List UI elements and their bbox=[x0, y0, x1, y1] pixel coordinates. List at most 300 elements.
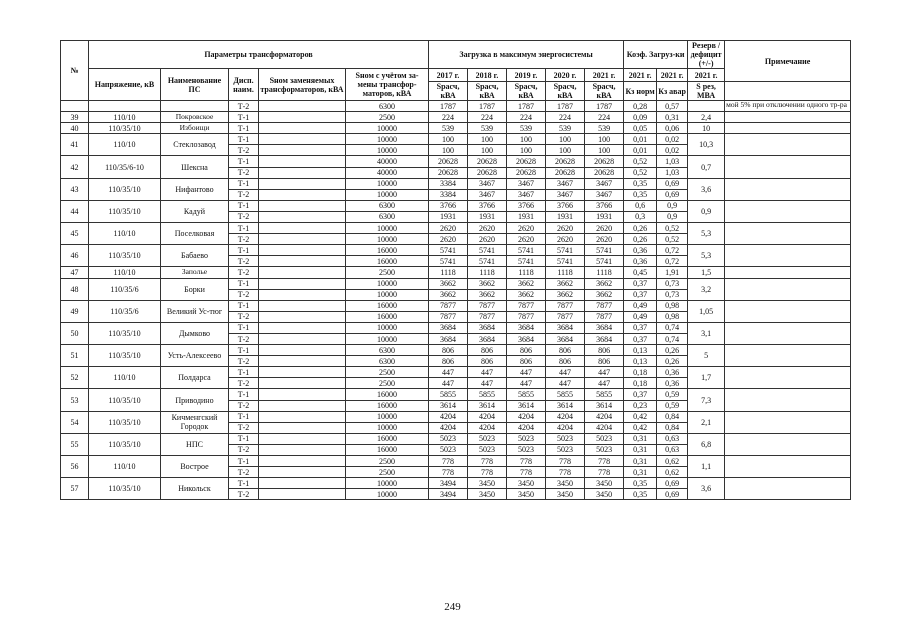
snom-replaced-cell bbox=[259, 444, 346, 455]
load-cell: 7877 bbox=[468, 300, 507, 311]
kz-avar-cell: 0,72 bbox=[657, 245, 688, 256]
load-cell: 3614 bbox=[585, 400, 624, 411]
load-cell: 2620 bbox=[429, 234, 468, 245]
load-cell: 3614 bbox=[546, 400, 585, 411]
load-cell: 4204 bbox=[468, 422, 507, 433]
snom-replaced-cell bbox=[259, 311, 346, 322]
snom-replaced-cell bbox=[259, 289, 346, 300]
reserve-cell: 3,6 bbox=[688, 478, 725, 500]
kz-avar-cell: 0,69 bbox=[657, 478, 688, 489]
header-voltage: Напряжение, кВ bbox=[89, 69, 161, 101]
load-cell: 5023 bbox=[507, 444, 546, 455]
load-cell: 20628 bbox=[429, 167, 468, 178]
substation-name: Кичменгский Городок bbox=[161, 411, 229, 433]
table-row bbox=[61, 389, 851, 400]
load-cell: 4204 bbox=[507, 422, 546, 433]
snom-replaced-cell bbox=[259, 145, 346, 156]
load-cell: 539 bbox=[429, 123, 468, 134]
disp-name: Т-2 bbox=[229, 256, 259, 267]
voltage-cell: 110/35/10 bbox=[89, 178, 161, 200]
kz-norm-cell: 0,37 bbox=[624, 322, 657, 333]
load-cell: 3684 bbox=[429, 322, 468, 333]
kz-norm-cell: 0,42 bbox=[624, 411, 657, 422]
header-year-2021: 2021 г. bbox=[585, 69, 624, 82]
load-cell: 3614 bbox=[468, 400, 507, 411]
kz-avar-cell: 0,73 bbox=[657, 289, 688, 300]
voltage-cell: 110/35/10 bbox=[89, 478, 161, 500]
snom-replaced-cell bbox=[259, 189, 346, 200]
substation-name: Бабаево bbox=[161, 245, 229, 267]
load-cell: 539 bbox=[468, 123, 507, 134]
kz-norm-cell: 0,05 bbox=[624, 123, 657, 134]
disp-name: Т-1 bbox=[229, 389, 259, 400]
kz-norm-cell: 0,49 bbox=[624, 300, 657, 311]
table-row bbox=[61, 156, 851, 167]
snom-replaced-cell bbox=[259, 234, 346, 245]
load-cell: 3662 bbox=[507, 278, 546, 289]
note-cell bbox=[725, 278, 851, 300]
load-cell: 3662 bbox=[468, 278, 507, 289]
disp-name: Т-2 bbox=[229, 489, 259, 500]
snom-cell: 2500 bbox=[346, 378, 429, 389]
kz-norm-cell: 0,35 bbox=[624, 189, 657, 200]
load-cell: 806 bbox=[468, 356, 507, 367]
load-cell: 3684 bbox=[429, 333, 468, 344]
snom-replaced-cell bbox=[259, 433, 346, 444]
snom-cell: 10000 bbox=[346, 234, 429, 245]
load-cell: 224 bbox=[507, 112, 546, 123]
load-cell: 7877 bbox=[507, 300, 546, 311]
reserve-cell: 0,9 bbox=[688, 200, 725, 222]
table-row bbox=[61, 178, 851, 189]
load-cell: 539 bbox=[507, 123, 546, 134]
disp-name: Т-1 bbox=[229, 112, 259, 123]
load-cell: 3662 bbox=[429, 289, 468, 300]
load-cell: 3467 bbox=[507, 178, 546, 189]
reserve-cell: 7,3 bbox=[688, 389, 725, 411]
voltage-cell: 110/10 bbox=[89, 112, 161, 123]
snom-cell: 2500 bbox=[346, 112, 429, 123]
table-row bbox=[61, 456, 851, 467]
snom-replaced-cell bbox=[259, 333, 346, 344]
header-s-calc: Sрасч, кВА bbox=[507, 82, 546, 101]
load-cell: 5023 bbox=[429, 444, 468, 455]
load-cell: 224 bbox=[468, 112, 507, 123]
load-cell: 7877 bbox=[546, 300, 585, 311]
load-cell: 1118 bbox=[507, 267, 546, 278]
disp-name: Т-1 bbox=[229, 223, 259, 234]
substation-name: Поселковая bbox=[161, 223, 229, 245]
note-cell bbox=[725, 178, 851, 200]
kz-norm-cell: 0,31 bbox=[624, 444, 657, 455]
table-row bbox=[61, 278, 851, 289]
load-cell: 224 bbox=[585, 112, 624, 123]
voltage-cell: 110/35/10 bbox=[89, 433, 161, 455]
kz-avar-cell: 0,31 bbox=[657, 112, 688, 123]
header-note-blank bbox=[725, 82, 851, 101]
snom-cell: 2500 bbox=[346, 456, 429, 467]
load-cell: 20628 bbox=[585, 156, 624, 167]
snom-cell: 10000 bbox=[346, 278, 429, 289]
disp-name: Т-2 bbox=[229, 211, 259, 222]
load-cell: 806 bbox=[585, 356, 624, 367]
load-cell: 5855 bbox=[585, 389, 624, 400]
kz-norm-cell: 0,01 bbox=[624, 145, 657, 156]
load-cell: 1931 bbox=[468, 211, 507, 222]
reserve-cell bbox=[688, 101, 725, 112]
substation-name: Шексна bbox=[161, 156, 229, 178]
load-cell: 1787 bbox=[546, 101, 585, 112]
header-reserve-year: 2021 г. bbox=[688, 69, 725, 82]
snom-cell: 10000 bbox=[346, 289, 429, 300]
header-reserve: Резерв /дефицит (+/-) bbox=[688, 41, 725, 69]
disp-name: Т-1 bbox=[229, 367, 259, 378]
load-cell: 447 bbox=[507, 367, 546, 378]
header-s-calc: Sрасч, кВА bbox=[546, 82, 585, 101]
load-cell: 447 bbox=[468, 378, 507, 389]
note-cell bbox=[725, 345, 851, 367]
load-cell: 5023 bbox=[468, 433, 507, 444]
reserve-cell: 1,7 bbox=[688, 367, 725, 389]
kz-avar-cell: 0,84 bbox=[657, 422, 688, 433]
header-s-res: S рез, МВА bbox=[688, 82, 725, 101]
load-cell: 3384 bbox=[429, 189, 468, 200]
load-cell: 1931 bbox=[585, 211, 624, 222]
snom-cell: 16000 bbox=[346, 389, 429, 400]
load-cell: 3684 bbox=[546, 333, 585, 344]
snom-cell: 16000 bbox=[346, 311, 429, 322]
snom-cell: 6300 bbox=[346, 200, 429, 211]
load-cell: 5023 bbox=[507, 433, 546, 444]
reserve-cell: 10 bbox=[688, 123, 725, 134]
load-cell: 806 bbox=[429, 356, 468, 367]
kz-norm-cell: 0,13 bbox=[624, 356, 657, 367]
load-cell: 778 bbox=[585, 456, 624, 467]
load-cell: 3450 bbox=[507, 478, 546, 489]
note-cell bbox=[725, 478, 851, 500]
transformer-table bbox=[60, 40, 851, 500]
load-cell: 1787 bbox=[468, 101, 507, 112]
reserve-cell: 2,1 bbox=[688, 411, 725, 433]
voltage-cell: 110/10 bbox=[89, 223, 161, 245]
note-cell bbox=[725, 134, 851, 156]
load-cell: 3662 bbox=[507, 289, 546, 300]
reserve-cell: 5,3 bbox=[688, 223, 725, 245]
note-cell bbox=[725, 200, 851, 222]
disp-name: Т-1 bbox=[229, 411, 259, 422]
snom-cell: 6300 bbox=[346, 101, 429, 112]
load-cell: 100 bbox=[585, 145, 624, 156]
row-number: 49 bbox=[61, 300, 89, 322]
snom-cell: 10000 bbox=[346, 123, 429, 134]
note-cell bbox=[725, 300, 851, 322]
snom-cell: 10000 bbox=[346, 333, 429, 344]
note-cell bbox=[725, 112, 851, 123]
reserve-cell: 1,5 bbox=[688, 267, 725, 278]
disp-name: Т-1 bbox=[229, 278, 259, 289]
load-cell: 806 bbox=[468, 345, 507, 356]
load-cell: 7877 bbox=[507, 311, 546, 322]
load-cell: 778 bbox=[468, 456, 507, 467]
snom-cell: 10000 bbox=[346, 411, 429, 422]
load-cell: 3467 bbox=[468, 178, 507, 189]
table-row bbox=[61, 300, 851, 311]
disp-name: Т-1 bbox=[229, 478, 259, 489]
load-cell: 2620 bbox=[507, 223, 546, 234]
load-cell: 100 bbox=[507, 134, 546, 145]
table-row bbox=[61, 322, 851, 333]
load-cell: 5741 bbox=[585, 245, 624, 256]
load-cell: 3684 bbox=[585, 322, 624, 333]
header-disp: Дисп. наим. bbox=[229, 69, 259, 101]
load-cell: 3450 bbox=[585, 478, 624, 489]
load-cell: 5855 bbox=[507, 389, 546, 400]
load-cell: 3467 bbox=[468, 189, 507, 200]
reserve-cell: 1,05 bbox=[688, 300, 725, 322]
load-cell: 4204 bbox=[429, 422, 468, 433]
load-cell: 1118 bbox=[585, 267, 624, 278]
load-cell: 5741 bbox=[546, 256, 585, 267]
note-cell bbox=[725, 267, 851, 278]
reserve-cell: 1,1 bbox=[688, 456, 725, 478]
load-cell: 3684 bbox=[507, 322, 546, 333]
load-cell: 3766 bbox=[546, 200, 585, 211]
header-num: № bbox=[61, 41, 89, 101]
load-cell: 5741 bbox=[468, 256, 507, 267]
load-cell: 447 bbox=[585, 378, 624, 389]
reserve-cell: 10,3 bbox=[688, 134, 725, 156]
note-cell: мой 5% при отключении одного тр-ра bbox=[725, 101, 851, 112]
kz-norm-cell: 0,42 bbox=[624, 422, 657, 433]
snom-replaced-cell bbox=[259, 245, 346, 256]
load-cell: 447 bbox=[546, 367, 585, 378]
page-number: 249 bbox=[444, 601, 461, 613]
disp-name: Т-2 bbox=[229, 333, 259, 344]
substation-name: Покровское bbox=[161, 112, 229, 123]
kz-norm-cell: 0,37 bbox=[624, 333, 657, 344]
load-cell: 2620 bbox=[585, 234, 624, 245]
load-cell: 3467 bbox=[585, 178, 624, 189]
disp-name: Т-2 bbox=[229, 356, 259, 367]
note-cell bbox=[725, 223, 851, 245]
kz-norm-cell: 0,28 bbox=[624, 101, 657, 112]
row-number: 46 bbox=[61, 245, 89, 267]
disp-name: Т-2 bbox=[229, 422, 259, 433]
snom-cell: 16000 bbox=[346, 400, 429, 411]
load-cell: 5023 bbox=[468, 444, 507, 455]
load-cell: 3662 bbox=[468, 289, 507, 300]
snom-cell: 6300 bbox=[346, 345, 429, 356]
load-cell: 5741 bbox=[468, 245, 507, 256]
row-number: 54 bbox=[61, 411, 89, 433]
load-cell: 539 bbox=[546, 123, 585, 134]
substation-name: Заполье bbox=[161, 267, 229, 278]
header-year-2017: 2017 г. bbox=[429, 69, 468, 82]
snom-cell: 10000 bbox=[346, 134, 429, 145]
row-number: 44 bbox=[61, 200, 89, 222]
snom-cell: 6300 bbox=[346, 211, 429, 222]
reserve-cell: 3,1 bbox=[688, 322, 725, 344]
load-cell: 3450 bbox=[468, 478, 507, 489]
snom-replaced-cell bbox=[259, 467, 346, 478]
load-cell: 7877 bbox=[585, 300, 624, 311]
snom-replaced-cell bbox=[259, 156, 346, 167]
note-cell bbox=[725, 322, 851, 344]
snom-replaced-cell bbox=[259, 200, 346, 211]
load-cell: 3614 bbox=[429, 400, 468, 411]
load-cell: 3766 bbox=[507, 200, 546, 211]
load-cell: 3450 bbox=[468, 489, 507, 500]
load-cell: 100 bbox=[546, 145, 585, 156]
row-number: 51 bbox=[61, 345, 89, 367]
reserve-cell: 0,7 bbox=[688, 156, 725, 178]
load-cell: 3494 bbox=[429, 478, 468, 489]
substation-name: НПС bbox=[161, 433, 229, 455]
load-cell: 3684 bbox=[468, 322, 507, 333]
substation-name bbox=[161, 101, 229, 112]
header-load: Загрузка в максимум энергосистемы bbox=[429, 41, 624, 69]
load-cell: 100 bbox=[585, 134, 624, 145]
load-cell: 3384 bbox=[429, 178, 468, 189]
kz-norm-cell: 0,35 bbox=[624, 178, 657, 189]
snom-cell: 40000 bbox=[346, 156, 429, 167]
load-cell: 3684 bbox=[468, 333, 507, 344]
snom-replaced-cell bbox=[259, 389, 346, 400]
load-cell: 1118 bbox=[429, 267, 468, 278]
snom-replaced-cell bbox=[259, 367, 346, 378]
load-cell: 20628 bbox=[546, 167, 585, 178]
snom-cell: 10000 bbox=[346, 223, 429, 234]
table-row bbox=[61, 345, 851, 356]
kz-norm-cell: 0,49 bbox=[624, 311, 657, 322]
header-params: Параметры трансформаторов bbox=[89, 41, 429, 69]
disp-name: Т-1 bbox=[229, 322, 259, 333]
header-s-calc: Sрасч, кВА bbox=[429, 82, 468, 101]
load-cell: 5741 bbox=[585, 256, 624, 267]
load-cell: 5023 bbox=[546, 444, 585, 455]
load-cell: 778 bbox=[546, 467, 585, 478]
snom-replaced-cell bbox=[259, 101, 346, 112]
load-cell: 778 bbox=[468, 467, 507, 478]
kz-avar-cell: 0,98 bbox=[657, 300, 688, 311]
snom-replaced-cell bbox=[259, 134, 346, 145]
row-number: 53 bbox=[61, 389, 89, 411]
load-cell: 447 bbox=[507, 378, 546, 389]
load-cell: 5855 bbox=[468, 389, 507, 400]
load-cell: 5741 bbox=[429, 256, 468, 267]
disp-name: Т-2 bbox=[229, 234, 259, 245]
disp-name: Т-2 bbox=[229, 378, 259, 389]
snom-replaced-cell bbox=[259, 256, 346, 267]
kz-norm-cell: 0,37 bbox=[624, 289, 657, 300]
load-cell: 1787 bbox=[507, 101, 546, 112]
load-cell: 5741 bbox=[507, 245, 546, 256]
kz-avar-cell: 1,91 bbox=[657, 267, 688, 278]
disp-name: Т-2 bbox=[229, 145, 259, 156]
load-cell: 2620 bbox=[546, 223, 585, 234]
snom-cell: 10000 bbox=[346, 145, 429, 156]
load-cell: 778 bbox=[585, 467, 624, 478]
table-body bbox=[61, 101, 851, 500]
load-cell: 224 bbox=[429, 112, 468, 123]
load-cell: 3450 bbox=[546, 478, 585, 489]
kz-avar-cell: 0,62 bbox=[657, 456, 688, 467]
load-cell: 2620 bbox=[546, 234, 585, 245]
snom-cell: 16000 bbox=[346, 245, 429, 256]
load-cell: 3662 bbox=[585, 278, 624, 289]
disp-name: Т-2 bbox=[229, 400, 259, 411]
kz-avar-cell: 0,9 bbox=[657, 211, 688, 222]
snom-cell: 16000 bbox=[346, 444, 429, 455]
snom-cell: 10000 bbox=[346, 322, 429, 333]
snom-replaced-cell bbox=[259, 345, 346, 356]
load-cell: 3450 bbox=[546, 489, 585, 500]
row-number: 56 bbox=[61, 456, 89, 478]
header-year-2020: 2020 г. bbox=[546, 69, 585, 82]
snom-replaced-cell bbox=[259, 456, 346, 467]
load-cell: 5741 bbox=[546, 245, 585, 256]
substation-name: Полдарса bbox=[161, 367, 229, 389]
load-cell: 5855 bbox=[546, 389, 585, 400]
kz-avar-cell: 0,02 bbox=[657, 134, 688, 145]
disp-name: Т-2 bbox=[229, 101, 259, 112]
kz-avar-cell: 0,36 bbox=[657, 367, 688, 378]
load-cell: 806 bbox=[585, 345, 624, 356]
load-cell: 3494 bbox=[429, 489, 468, 500]
snom-replaced-cell bbox=[259, 167, 346, 178]
kz-avar-cell: 0,98 bbox=[657, 311, 688, 322]
load-cell: 778 bbox=[507, 456, 546, 467]
kz-avar-cell: 0,59 bbox=[657, 400, 688, 411]
disp-name: Т-2 bbox=[229, 467, 259, 478]
header-note: Примечание bbox=[725, 41, 851, 82]
note-cell bbox=[725, 245, 851, 267]
substation-name: Дымково bbox=[161, 322, 229, 344]
transformer-table-sheet bbox=[60, 40, 850, 500]
kz-avar-cell: 0,74 bbox=[657, 333, 688, 344]
reserve-cell: 2,4 bbox=[688, 112, 725, 123]
snom-cell: 2500 bbox=[346, 267, 429, 278]
load-cell: 4204 bbox=[585, 411, 624, 422]
row-number: 48 bbox=[61, 278, 89, 300]
load-cell: 3614 bbox=[507, 400, 546, 411]
table-row bbox=[61, 200, 851, 211]
header-kz-year1: 2021 г. bbox=[624, 69, 657, 82]
kz-avar-cell: 0,26 bbox=[657, 356, 688, 367]
snom-cell: 16000 bbox=[346, 256, 429, 267]
row-number: 39 bbox=[61, 112, 89, 123]
load-cell: 3662 bbox=[546, 289, 585, 300]
load-cell: 4204 bbox=[507, 411, 546, 422]
load-cell: 1931 bbox=[546, 211, 585, 222]
voltage-cell: 110/35/6 bbox=[89, 300, 161, 322]
disp-name: Т-1 bbox=[229, 200, 259, 211]
kz-avar-cell: 1,03 bbox=[657, 156, 688, 167]
table-row bbox=[61, 267, 851, 278]
table-row bbox=[61, 245, 851, 256]
substation-name: Избоищи bbox=[161, 123, 229, 134]
load-cell: 3766 bbox=[429, 200, 468, 211]
load-cell: 4204 bbox=[429, 411, 468, 422]
voltage-cell: 110/35/10 bbox=[89, 322, 161, 344]
disp-name: Т-2 bbox=[229, 444, 259, 455]
load-cell: 20628 bbox=[507, 156, 546, 167]
snom-cell: 2500 bbox=[346, 367, 429, 378]
load-cell: 806 bbox=[429, 345, 468, 356]
load-cell: 1931 bbox=[429, 211, 468, 222]
load-cell: 100 bbox=[429, 134, 468, 145]
kz-norm-cell: 0,52 bbox=[624, 167, 657, 178]
